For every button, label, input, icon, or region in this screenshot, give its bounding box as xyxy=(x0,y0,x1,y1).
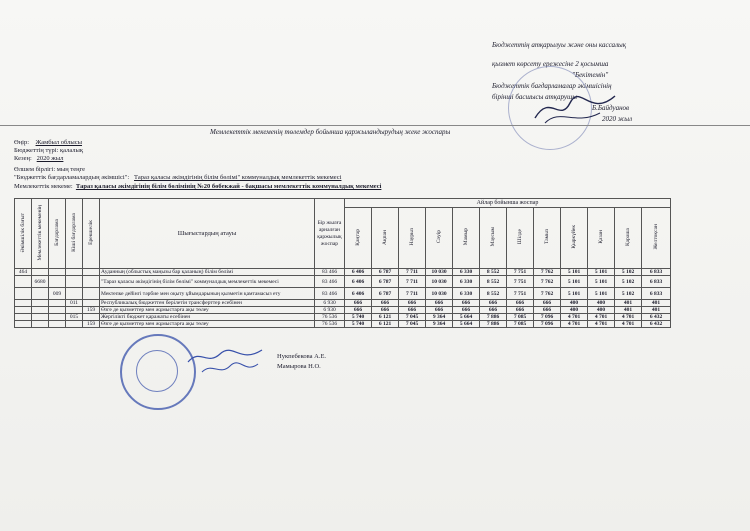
row-month-cell: 6 787 xyxy=(372,269,399,276)
row-month-cell: 666 xyxy=(507,307,534,314)
row-month-cell: 5 664 xyxy=(453,321,480,328)
approval-line-7: 2020 жыл xyxy=(602,115,633,123)
row-month-cell: 666 xyxy=(480,307,507,314)
row-month-cell: 5 101 xyxy=(588,276,615,288)
row-code-cell xyxy=(49,269,66,276)
row-month-cell: 6 121 xyxy=(372,321,399,328)
row-code-cell: 015 xyxy=(66,314,83,321)
row-month-cell: 5 102 xyxy=(615,288,642,300)
row-name-cell: Мектепке дейінгі тәрбие мен оқыту ұйымдарының қызметін қамтамасыз ету xyxy=(100,288,315,300)
row-month-cell: 7 751 xyxy=(507,288,534,300)
row-month-cell: 7 096 xyxy=(534,314,561,321)
row-month-cell: 4 701 xyxy=(561,321,588,328)
row-code-cell xyxy=(83,288,100,300)
row-month-cell: 4 701 xyxy=(615,314,642,321)
finance-plan-table xyxy=(14,198,671,328)
approval-line-5: бірінші басшысы атқарушы xyxy=(492,93,577,101)
row-month-cell: 666 xyxy=(399,307,426,314)
row-month-cell: 7 762 xyxy=(534,269,561,276)
row-name-cell: "Тараз қаласы әкімдігінің білім бөлімі" коммуналдық мемлекеттік мекемесі xyxy=(100,276,315,288)
row-month-cell: 5 102 xyxy=(615,269,642,276)
row-month-cell: 10 030 xyxy=(426,269,453,276)
col-header-month: Желтоқсан xyxy=(642,208,671,269)
row-month-cell: 666 xyxy=(345,307,372,314)
col-header-program: Бағдарлама xyxy=(49,199,66,269)
row-month-cell: 7 751 xyxy=(507,276,534,288)
table-row xyxy=(15,307,671,314)
meta-institution: Мемлекеттік мекеме: Тараз қаласы әкімдігінің білім бөлімінің №20 бөбекжай - бақшасы мемлекеттік коммуналдық мекемесі xyxy=(14,183,382,190)
row-month-cell: 6 833 xyxy=(642,269,671,276)
col-header-name: Шығыстардың атауы xyxy=(100,199,315,269)
table-row xyxy=(15,300,671,307)
row-month-cell: 5 102 xyxy=(615,276,642,288)
signer-name: Нукпебекова А.Е. xyxy=(277,353,327,360)
row-month-cell: 400 xyxy=(561,300,588,307)
row-month-cell: 9 364 xyxy=(426,321,453,328)
row-month-cell: 401 xyxy=(642,307,671,314)
row-code-cell xyxy=(66,307,83,314)
row-month-cell: 7 711 xyxy=(399,269,426,276)
row-total-cell: 83 466 xyxy=(315,276,345,288)
row-month-cell: 666 xyxy=(372,300,399,307)
row-month-cell: 10 030 xyxy=(426,288,453,300)
table-row xyxy=(15,288,671,300)
row-month-cell: 7 751 xyxy=(507,269,534,276)
row-code-cell xyxy=(15,288,32,300)
row-code-cell xyxy=(49,321,66,328)
signer-name: Мамырова Н.О. xyxy=(277,363,321,370)
row-month-cell: 400 xyxy=(561,307,588,314)
row-month-cell: 5 664 xyxy=(453,314,480,321)
row-code-cell xyxy=(32,307,49,314)
row-total-cell: 83 466 xyxy=(315,288,345,300)
row-month-cell: 666 xyxy=(345,300,372,307)
row-total-cell: 76 536 xyxy=(315,321,345,328)
table-row xyxy=(15,276,671,288)
row-month-cell: 6 833 xyxy=(642,288,671,300)
row-month-cell: 4 701 xyxy=(615,321,642,328)
row-month-cell: 7 886 xyxy=(480,314,507,321)
row-month-cell: 7 085 xyxy=(507,314,534,321)
row-month-cell: 6 406 xyxy=(345,276,372,288)
row-month-cell: 401 xyxy=(642,300,671,307)
meta-admin: "Бюджеттік бағдарламалардың әкімшісі": Тараз қаласы әкімдігінің білім бөлімі" коммуналдық мемлекеттік мекемесі xyxy=(14,174,342,181)
row-total-cell: 83 466 xyxy=(315,269,345,276)
table-header-row xyxy=(15,199,671,208)
row-name-cell: Ауданның (облыстық маңызы бар қаланың) білім бөлімі xyxy=(100,269,315,276)
row-code-cell xyxy=(32,288,49,300)
row-month-cell: 10 030 xyxy=(426,276,453,288)
row-month-cell: 5 101 xyxy=(561,288,588,300)
row-month-cell: 8 552 xyxy=(480,276,507,288)
row-month-cell: 7 762 xyxy=(534,288,561,300)
approval-signature xyxy=(530,88,620,128)
table-row xyxy=(15,269,671,276)
row-month-cell: 666 xyxy=(399,300,426,307)
row-month-cell: 5 101 xyxy=(561,276,588,288)
row-month-cell: 6 787 xyxy=(372,276,399,288)
row-month-cell: 6 330 xyxy=(453,276,480,288)
col-header-month: Наурыз xyxy=(399,208,426,269)
meta-budget-type: Бюджеттің түрі: қалалық xyxy=(14,147,84,154)
row-month-cell: 666 xyxy=(507,300,534,307)
approval-line-4: Бюджеттік бағдарламалар әкімшісінің xyxy=(492,82,612,90)
row-month-cell: 666 xyxy=(534,300,561,307)
row-month-cell: 401 xyxy=(615,307,642,314)
row-code-cell xyxy=(15,314,32,321)
col-header-admin: Әкімшілік бағыт xyxy=(15,199,32,269)
row-code-cell xyxy=(49,307,66,314)
row-code-cell xyxy=(83,276,100,288)
row-code-cell xyxy=(49,314,66,321)
row-total-cell: 76 536 xyxy=(315,314,345,321)
row-month-cell: 6 432 xyxy=(642,321,671,328)
col-header-month: Қаңтар xyxy=(345,208,372,269)
meta-oblast: Өңір: Жамбыл облысы xyxy=(14,139,83,146)
row-month-cell: 5 101 xyxy=(588,288,615,300)
row-code-cell xyxy=(49,276,66,288)
row-month-cell: 8 552 xyxy=(480,269,507,276)
row-month-cell: 6 406 xyxy=(345,288,372,300)
row-name-cell: Республикалық бюджеттен берілетін трансферттер есебінен xyxy=(100,300,315,307)
row-code-cell: 464 xyxy=(15,269,32,276)
row-month-cell: 401 xyxy=(615,300,642,307)
table-body xyxy=(15,269,671,328)
row-month-cell: 6 330 xyxy=(453,288,480,300)
col-header-specific: Ерекшелік xyxy=(83,199,100,269)
row-month-cell: 5 101 xyxy=(561,269,588,276)
row-month-cell: 6 406 xyxy=(345,269,372,276)
row-code-cell: 009 xyxy=(49,288,66,300)
col-header-month: Қараша xyxy=(615,208,642,269)
row-month-cell: 666 xyxy=(453,300,480,307)
col-header-month: Маусым xyxy=(480,208,507,269)
row-month-cell: 6 833 xyxy=(642,276,671,288)
row-month-cell: 666 xyxy=(372,307,399,314)
row-name-cell: Өзге де қызметтер мен жұмыстарға ақы төлеу xyxy=(100,307,315,314)
row-code-cell xyxy=(49,300,66,307)
row-month-cell: 7 045 xyxy=(399,314,426,321)
col-header-month: Шілде xyxy=(507,208,534,269)
col-header-month: Мамыр xyxy=(453,208,480,269)
row-code-cell xyxy=(32,269,49,276)
row-month-cell: 6 432 xyxy=(642,314,671,321)
col-header-month: Қазан xyxy=(588,208,615,269)
table-row xyxy=(15,321,671,328)
approval-line-2: қызмет көрсету ережесіне 2 қосымша xyxy=(492,60,609,68)
row-total-cell: 6 930 xyxy=(315,307,345,314)
row-month-cell: 8 552 xyxy=(480,288,507,300)
row-code-cell xyxy=(83,314,100,321)
row-code-cell: 011 xyxy=(66,300,83,307)
row-code-cell xyxy=(83,300,100,307)
row-month-cell: 4 701 xyxy=(588,321,615,328)
row-month-cell: 7 711 xyxy=(399,276,426,288)
row-month-cell: 7 886 xyxy=(480,321,507,328)
row-code-cell: 159 xyxy=(83,321,100,328)
row-code-cell xyxy=(32,314,49,321)
row-month-cell: 400 xyxy=(588,307,615,314)
table-row xyxy=(15,314,671,321)
row-code-cell xyxy=(66,269,83,276)
row-code-cell: 159 xyxy=(83,307,100,314)
stamp-emblem xyxy=(136,350,178,392)
col-header-month: Тамыз xyxy=(534,208,561,269)
meta-year: Кезең: 2020 жыл xyxy=(14,155,64,162)
row-code-cell xyxy=(66,288,83,300)
row-code-cell xyxy=(32,300,49,307)
signature-2 xyxy=(200,360,260,378)
col-header-month: Қыркүйек xyxy=(561,208,588,269)
row-month-cell: 6 787 xyxy=(372,288,399,300)
header-rule xyxy=(0,125,750,126)
col-header-month: Сәуір xyxy=(426,208,453,269)
row-month-cell: 6 330 xyxy=(453,269,480,276)
col-header-month: Ақпан xyxy=(372,208,399,269)
row-code-cell xyxy=(83,269,100,276)
approval-line-3: "Бекітемін" xyxy=(572,71,609,79)
row-month-cell: 666 xyxy=(534,307,561,314)
row-month-cell: 666 xyxy=(426,307,453,314)
document-title: Мемлекеттік мекеменің төлемдер бойынша қаржыландырудың жеке жоспары xyxy=(210,128,451,136)
row-month-cell: 6 121 xyxy=(372,314,399,321)
row-code-cell: 6680 xyxy=(32,276,49,288)
row-code-cell xyxy=(15,276,32,288)
row-name-cell: Өзге де қызметтер мен жұмыстарға ақы төлеу xyxy=(100,321,315,328)
row-month-cell: 400 xyxy=(588,300,615,307)
approval-line-6: Б.Байдуанов xyxy=(592,104,630,112)
col-header-months-group: Айлар бойынша жоспар xyxy=(345,199,671,208)
row-code-cell xyxy=(66,276,83,288)
row-month-cell: 4 701 xyxy=(588,314,615,321)
row-code-cell xyxy=(66,321,83,328)
row-month-cell: 666 xyxy=(480,300,507,307)
approval-line-1: Бюджеттің атқарылуы және оны кассалық xyxy=(492,41,627,49)
row-code-cell xyxy=(15,307,32,314)
meta-unit: Өлшем бірлігі: мың теңге xyxy=(14,166,86,173)
row-month-cell: 9 364 xyxy=(426,314,453,321)
row-month-cell: 7 085 xyxy=(507,321,534,328)
row-month-cell: 666 xyxy=(426,300,453,307)
row-code-cell xyxy=(15,300,32,307)
row-month-cell: 666 xyxy=(453,307,480,314)
col-header-institution: Мемлекеттік мекеменің xyxy=(32,199,49,269)
row-month-cell: 4 701 xyxy=(561,314,588,321)
row-month-cell: 5 101 xyxy=(588,269,615,276)
row-code-cell xyxy=(32,321,49,328)
row-name-cell: Жергілікті бюджет қаражаты есебінен xyxy=(100,314,315,321)
row-month-cell: 5 740 xyxy=(345,321,372,328)
col-header-year: Бір жылға арналған қаржылық жоспар xyxy=(315,199,345,269)
row-month-cell: 7 762 xyxy=(534,276,561,288)
row-month-cell: 5 740 xyxy=(345,314,372,321)
row-month-cell: 7 711 xyxy=(399,288,426,300)
signers-block xyxy=(277,352,326,372)
row-month-cell: 7 096 xyxy=(534,321,561,328)
row-month-cell: 7 045 xyxy=(399,321,426,328)
row-total-cell: 6 930 xyxy=(315,300,345,307)
row-code-cell xyxy=(15,321,32,328)
col-header-subprogram: Кіші бағдарлама xyxy=(66,199,83,269)
